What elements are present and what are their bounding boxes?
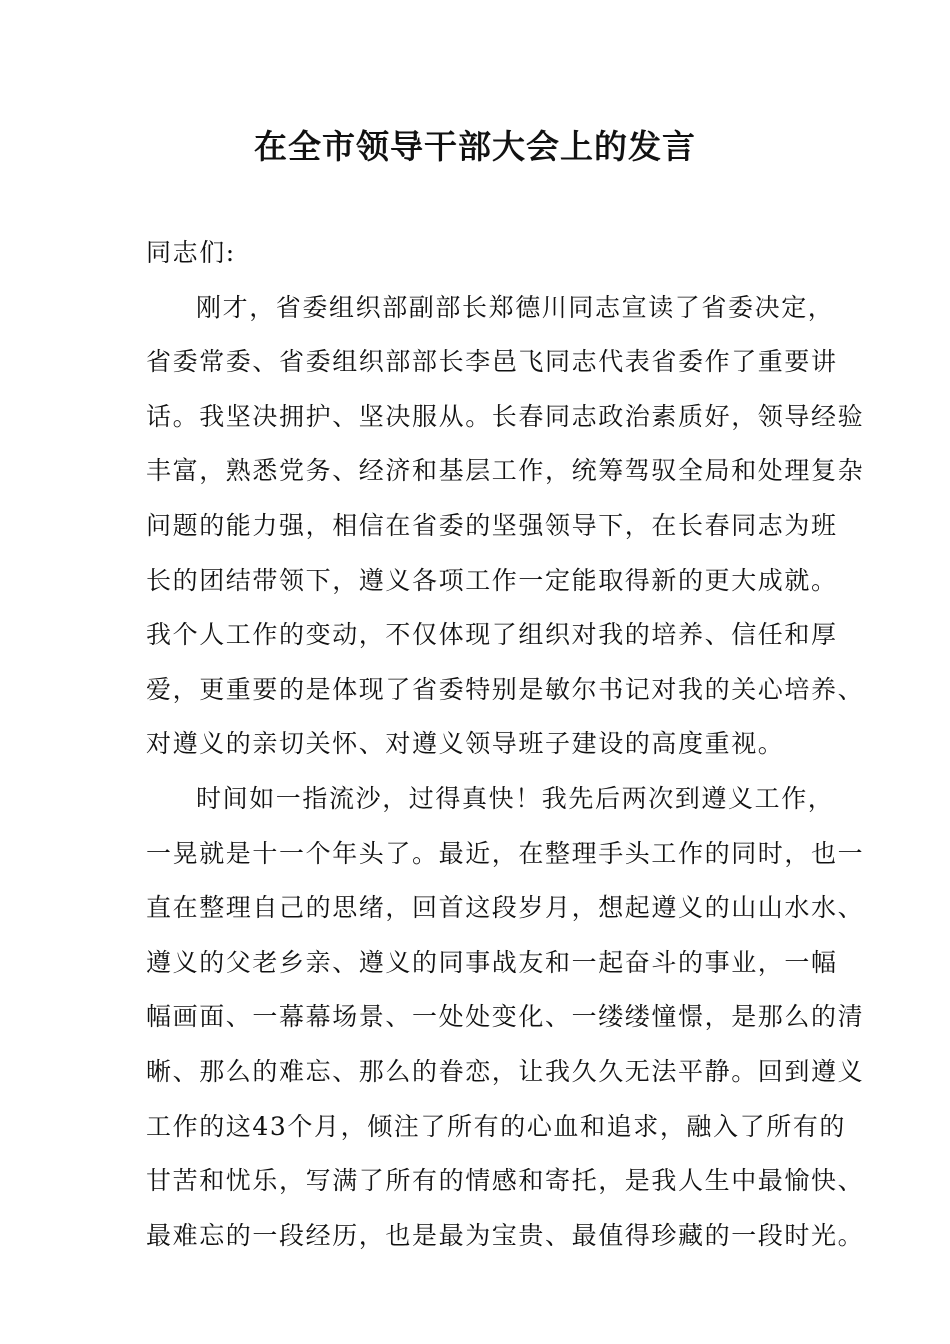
- paragraph-line: 直在整理自己的思绪，回首这段岁月，想起遵义的山山水水、: [146, 893, 865, 923]
- paragraph-1: [146, 281, 865, 772]
- document-body: [146, 226, 865, 1263]
- paragraph-line: 刚才，省委组织部副部长郑德川同志宣读了省委决定，: [196, 292, 835, 322]
- paragraph-line: 省委常委、省委组织部部长李邑飞同志代表省委作了重要讲: [146, 347, 838, 377]
- paragraph-line: 问题的能力强，相信在省委的坚强领导下，在长春同志为班: [146, 510, 838, 540]
- paragraph-line: 我个人工作的变动，不仅体现了组织对我的培养、信任和厚: [146, 620, 838, 650]
- paragraph-line: 长的团结带领下，遵义各项工作一定能取得新的更大成就。: [146, 565, 838, 595]
- document-title: 在全市领导干部大会上的发言: [254, 127, 696, 166]
- paragraph-line: 一晃就是十一个年头了。最近，在整理手头工作的同时，也一: [146, 838, 865, 868]
- paragraph-line: 话。我坚决拥护、坚决服从。长春同志政治素质好，领导经验: [146, 401, 865, 431]
- paragraph-line: 晰、那么的难忘、那么的眷恋，让我久久无法平静。回到遵义: [146, 1056, 865, 1086]
- paragraph-line: 幅画面、一幕幕场景、一处处变化、一缕缕憧憬，是那么的清: [146, 1002, 865, 1032]
- paragraph-line: 对遵义的亲切关怀、对遵义领导班子建设的高度重视。: [146, 729, 785, 759]
- salutation: 同志们:: [146, 238, 236, 267]
- paragraph-line: 时间如一指流沙，过得真快！我先后两次到遵义工作，: [196, 783, 835, 813]
- paragraph-line: 工作的这43个月，倾注了所有的心血和追求，融入了所有的: [146, 1111, 847, 1141]
- paragraph-line: 甘苦和忧乐，写满了所有的情感和寄托，是我人生中最愉快、: [146, 1166, 865, 1196]
- paragraph-line: 爱，更重要的是体现了省委特别是敏尔书记对我的关心培养、: [146, 674, 865, 704]
- paragraph-2: [146, 772, 865, 1263]
- paragraph-line: 丰富，熟悉党务、经济和基层工作，统筹驾驭全局和处理复杂: [146, 456, 865, 486]
- paragraph-line: 最难忘的一段经历，也是最为宝贵、最值得珍藏的一段时光。: [146, 1220, 865, 1250]
- paragraph-line: 遵义的父老乡亲、遵义的同事战友和一起奋斗的事业，一幅: [146, 947, 838, 977]
